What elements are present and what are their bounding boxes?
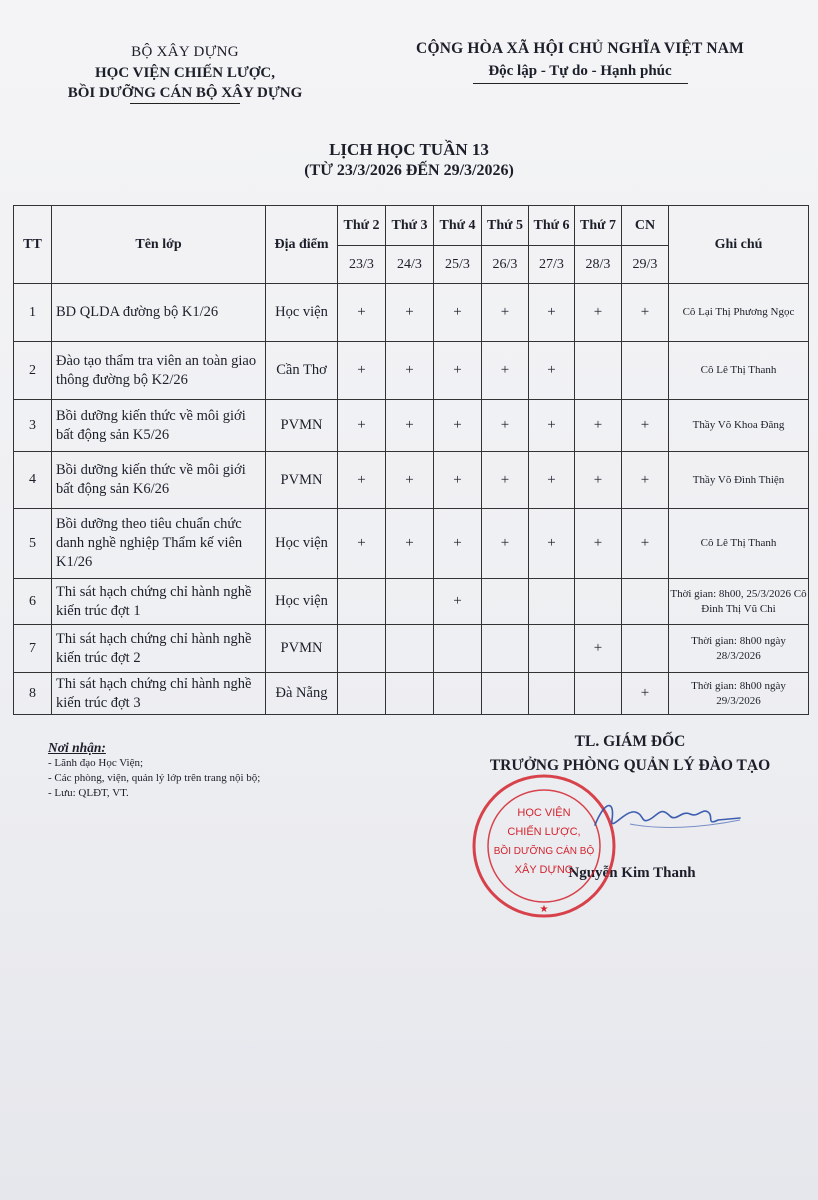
class-name: Đào tạo thẩm tra viên an toàn giao thông đường bộ K2/26 (52, 342, 266, 400)
stamp-text: CHIẾN LƯỢC, (507, 826, 581, 838)
row-number: 8 (14, 673, 52, 715)
day-mark: + (575, 625, 622, 673)
day-mark: + (434, 579, 482, 625)
recipient-item: - Lưu: QLĐT, VT. (48, 787, 129, 799)
day-mark (386, 673, 434, 715)
day-mark: + (529, 400, 575, 452)
nation-name: CỘNG HÒA XÃ HỘI CHỦ NGHĨA VIỆT NAM (416, 40, 744, 57)
day-mark: + (386, 284, 434, 342)
class-name: BD QLDA đường bộ K1/26 (52, 284, 266, 342)
recipient-item: - Lãnh đạo Học Viện; (48, 757, 144, 769)
day-mark: + (622, 509, 669, 579)
class-location: PVMN (266, 625, 338, 673)
day-mark: + (575, 509, 622, 579)
day-mark: + (622, 400, 669, 452)
motto-underline (473, 83, 688, 84)
handwritten-signature (590, 790, 750, 840)
issuer-underline (130, 103, 240, 104)
day-mark (434, 673, 482, 715)
day-mark: + (386, 342, 434, 400)
day-mark: + (482, 400, 529, 452)
day-mark (338, 673, 386, 715)
day-mark: + (575, 400, 622, 452)
day-mark: + (386, 509, 434, 579)
day-mark (386, 579, 434, 625)
day-mark: + (482, 284, 529, 342)
row-note: Cô Lê Thị Thanh (669, 342, 809, 400)
class-location: Học viện (266, 579, 338, 625)
stamp-text: XÂY DỰNG (514, 864, 574, 876)
day-mark: + (529, 452, 575, 509)
national-header (380, 40, 780, 84)
header-date: 25/3 (434, 246, 482, 284)
row-note: Thời gian: 8h00, 25/3/2026 Cô Đinh Thị Vũ Chi (669, 579, 809, 625)
class-location: Đà Nẵng (266, 673, 338, 715)
row-number: 3 (14, 400, 52, 452)
day-mark: + (529, 342, 575, 400)
day-mark (622, 579, 669, 625)
class-location: Học viện (266, 509, 338, 579)
day-mark: + (575, 452, 622, 509)
day-mark: + (434, 509, 482, 579)
recipients-title: Nơi nhận: (48, 740, 106, 755)
header-date: 26/3 (482, 246, 529, 284)
day-mark (386, 625, 434, 673)
class-name: Bồi dưỡng kiến thức về môi giới bất động sản K5/26 (52, 400, 266, 452)
signer-authority: TL. GIÁM ĐỐC (574, 733, 686, 750)
table-row (14, 452, 809, 509)
header-day: Thứ 7 (575, 206, 622, 246)
day-mark: + (529, 284, 575, 342)
table-row (14, 284, 809, 342)
day-mark: + (434, 284, 482, 342)
class-location: Học viện (266, 284, 338, 342)
header-note: Ghi chú (669, 206, 809, 284)
day-mark (575, 342, 622, 400)
day-mark (529, 625, 575, 673)
header-day: Thứ 5 (482, 206, 529, 246)
day-mark (622, 342, 669, 400)
header-day: Thứ 4 (434, 206, 482, 246)
header-date: 23/3 (338, 246, 386, 284)
day-mark: + (338, 509, 386, 579)
signer-name: Nguyễn Kim Thanh (568, 865, 696, 881)
title-line2: (TỪ 23/3/2026 ĐẾN 29/3/2026) (304, 162, 514, 179)
table-row (14, 342, 809, 400)
row-number: 6 (14, 579, 52, 625)
recipients-block (48, 740, 308, 801)
academy-name-line1: HỌC VIỆN CHIẾN LƯỢC, (94, 65, 276, 81)
row-note: Thầy Võ Đình Thiện (669, 452, 809, 509)
day-mark: + (338, 452, 386, 509)
day-mark (529, 673, 575, 715)
table-header-row (14, 206, 809, 246)
day-mark: + (434, 342, 482, 400)
day-mark: + (622, 452, 669, 509)
row-note: Thời gian: 8h00 ngày 28/3/2026 (669, 625, 809, 673)
day-mark: + (482, 342, 529, 400)
row-number: 5 (14, 509, 52, 579)
academy-name-line2: BỒI DƯỠNG CÁN BỘ XÂY DỰNG (67, 85, 303, 101)
class-name: Bồi dưỡng kiến thức về môi giới bất động sản K6/26 (52, 452, 266, 509)
class-name: Thi sát hạch chứng chỉ hành nghề kiến trúc đợt 3 (52, 673, 266, 715)
stamp-text: HỌC VIỆN (517, 807, 571, 819)
day-mark (338, 625, 386, 673)
recipient-item: - Các phòng, viện, quản lý lớp trên trang nội bộ; (48, 772, 261, 784)
header-class-name: Tên lớp (52, 206, 266, 284)
day-mark (338, 579, 386, 625)
day-mark: + (434, 452, 482, 509)
day-mark: + (386, 452, 434, 509)
day-mark: + (622, 284, 669, 342)
day-mark (482, 673, 529, 715)
day-mark (434, 625, 482, 673)
ministry-name: BỘ XÂY DỰNG (131, 44, 239, 60)
header-day: Thứ 2 (338, 206, 386, 246)
class-name: Bồi dưỡng theo tiêu chuẩn chức danh nghề nghiệp Thẩm kế viên K1/26 (52, 509, 266, 579)
row-number: 7 (14, 625, 52, 673)
header-location: Địa điểm (266, 206, 338, 284)
day-mark (482, 625, 529, 673)
day-mark: + (529, 509, 575, 579)
table-row (14, 579, 809, 625)
day-mark: + (338, 342, 386, 400)
class-location: PVMN (266, 452, 338, 509)
header-tt: TT (14, 206, 52, 284)
day-mark: + (622, 673, 669, 715)
header-day: Thứ 6 (529, 206, 575, 246)
row-number: 4 (14, 452, 52, 509)
day-mark (529, 579, 575, 625)
day-mark: + (386, 400, 434, 452)
stamp-star-icon: ★ (539, 904, 549, 915)
table-row (14, 625, 809, 673)
class-location: Cần Thơ (266, 342, 338, 400)
class-name: Thi sát hạch chứng chỉ hành nghề kiến trúc đợt 1 (52, 579, 266, 625)
day-mark: + (482, 509, 529, 579)
class-name: Thi sát hạch chứng chỉ hành nghề kiến trúc đợt 2 (52, 625, 266, 673)
day-mark: + (338, 284, 386, 342)
national-motto: Độc lập - Tự do - Hạnh phúc (488, 63, 672, 79)
row-note: Cô Lại Thị Phương Ngọc (669, 284, 809, 342)
day-mark (575, 579, 622, 625)
day-mark: + (338, 400, 386, 452)
issuer-header (40, 44, 330, 104)
day-mark (482, 579, 529, 625)
title-line1: LỊCH HỌC TUẦN 13 (329, 140, 489, 159)
day-mark: + (434, 400, 482, 452)
table-row (14, 400, 809, 452)
row-number: 1 (14, 284, 52, 342)
class-location: PVMN (266, 400, 338, 452)
header-date: 29/3 (622, 246, 669, 284)
row-number: 2 (14, 342, 52, 400)
header-date: 24/3 (386, 246, 434, 284)
header-day: Thứ 3 (386, 206, 434, 246)
header-day: CN (622, 206, 669, 246)
day-mark (575, 673, 622, 715)
stamp-text: BỒI DƯỠNG CÁN BỘ (493, 846, 595, 857)
day-mark: + (482, 452, 529, 509)
day-mark (622, 625, 669, 673)
table-row (14, 509, 809, 579)
row-note: Cô Lê Thị Thanh (669, 509, 809, 579)
schedule-table (13, 205, 809, 715)
header-date: 27/3 (529, 246, 575, 284)
signer-title: TRƯỞNG PHÒNG QUẢN LÝ ĐÀO TẠO (489, 757, 771, 774)
day-mark: + (575, 284, 622, 342)
table-row (14, 673, 809, 715)
row-note: Thời gian: 8h00 ngày 29/3/2026 (669, 673, 809, 715)
header-date: 28/3 (575, 246, 622, 284)
row-note: Thầy Võ Khoa Đăng (669, 400, 809, 452)
